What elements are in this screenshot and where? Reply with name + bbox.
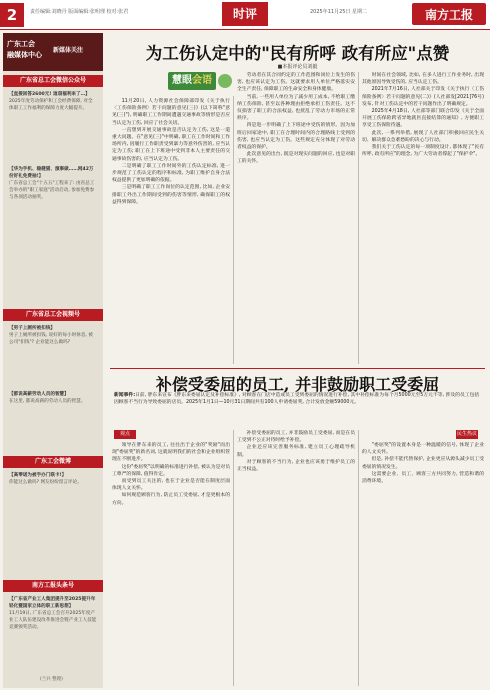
column-rule xyxy=(233,96,234,364)
lower-article-title: 补偿受委屈的员工, 并非鼓励职工受委屈 xyxy=(155,375,440,394)
section-divider xyxy=(110,368,485,369)
page-number: 2 xyxy=(0,3,24,27)
sidebar-item-body: 在这里, 都说高薪的劳动人员的智慧。 xyxy=(9,399,86,404)
paragraph: 二是明确了职工工作时间外的工伤认定标准, 进一步规范了工伤认定的程序和标准, 为职工维护自身合法权益提供了更加明确的依据。 xyxy=(112,163,230,184)
paragraph: 这份"委屈奖"以明确的标准进行补偿, 被认为是对员工尊严的保障, 值得肯定。 xyxy=(112,464,230,477)
paragraph: 四是进一步明确了上下班途中受伤的情形。因为加班后回家途中, 职工在合理时间内的合理路线上受到的伤害, 也应当认定为工伤。这些规定充分体现了对劳动者权益的保护。 xyxy=(237,123,355,151)
sidebar-item-body: 11月19日, 广东省总工会召开2025年度产业工人队伍建设改革推进会暨产业工人技能竞赛颁奖活动。 xyxy=(9,611,97,630)
paragraph: 我们关于工伤认定的每一项制度设计, 都体现了"民有所呼, 政有所应"的理念, 为广大劳动者撑起了"保护伞"。 xyxy=(362,145,484,158)
column-rule xyxy=(358,430,359,686)
sidebar-item[interactable] xyxy=(9,166,97,201)
sidebar-item-body: 你能这么做吗? 网友纷纷留言评论。 xyxy=(9,480,82,485)
paragraph: 此次, 一系列举措, 展现了人社部门积极回应民生关切、解决群众急难愁盼的决心与行动。 xyxy=(362,130,484,143)
opinion-tag-left: 观点 xyxy=(114,430,136,439)
paragraph: 当前, 一些用人单位为了减少用工成本, 不给职工缴纳工伤保险, 甚至以各种理由拒绝承担工伤责任。这不仅损害了职工的合法权益, 也扰乱了劳动力市场的正常秩序。 xyxy=(237,94,355,122)
article-column-1 xyxy=(112,98,230,364)
paragraph: 领导在胖东来的员工, 往往出于企业的"奖励"而出现"委屈奖"的新名词, 这就说明我们的社会和企业组织管理在不断进步。 xyxy=(112,443,230,463)
column-badge-label: 慧眼会语 xyxy=(168,72,216,90)
column-rule xyxy=(358,72,359,364)
opinion-tag-right: 民生热议 xyxy=(456,431,477,437)
paragraph: 企业还应该完善服务标准, 建立员工心理疏导机制。 xyxy=(237,445,355,458)
sidebar-item-title: 【高零诺为被手办门联卡!】 xyxy=(9,473,67,478)
sidebar-footer: (兰兵 整理) xyxy=(40,677,63,682)
sidebar-item-body: 广东省总工会"十五五"工程来了: 由省总工会举办的"职工家庭"活动启动, 参加免费参与各项活动抽奖。 xyxy=(9,181,95,200)
paragraph: 11月20日, 人力资源社会保障部印发《关于执行〈工伤保险条例〉若干问题的意见(三)》(以下简称"意见(三)"), 明确职工工作期间遭遇交通事故等情形是否应当认定为工伤, 回应了社会关切。 xyxy=(112,99,230,126)
issue-date: 2025年11月25日 星期二 xyxy=(310,9,368,15)
section-tag: 时评 xyxy=(222,2,268,26)
column-badge-icon xyxy=(218,74,232,88)
sidebar-item[interactable] xyxy=(9,472,97,486)
article-column-3 xyxy=(362,72,484,364)
sidebar-section-head: 南方工报头条号 xyxy=(3,580,103,592)
lead-text: 日前, 胖东来宣布《胖东来委屈认定及补偿标准》, 对顾客在门店中造成员工受到委屈的情况进行补偿, 其中补偿标准为每个月5000元至5万元不等, 涉及的员工包括因顾客不当行为导致委屈的店员。2025年1月1日—10月31日期间共有100人申请委屈奖, 合计发放金额59000元。 xyxy=(114,393,480,406)
lower-article-lead xyxy=(114,392,482,406)
paragraph: 这需要企业、员工、顾客三方共同努力, 营造和谐的消费环境。 xyxy=(362,471,484,485)
paragraph: 补偿受委屈的员工, 并非鼓励员工受委屈, 而是在员工受到不公正对待时给予补偿。 xyxy=(237,431,355,444)
header-rule xyxy=(0,29,490,30)
paragraph: 2021年7月16日, 人社部关于印发《关于执行〈工伤保险条例〉若干问题的意见(二)》(人社部发[2021]76号)发布, 针对工伤认定中的若干问题作出了明确规定。 xyxy=(362,87,484,107)
sidebar-item[interactable] xyxy=(9,91,97,112)
column-badge xyxy=(168,72,238,92)
sidebar-logo-line1: 广东工会 xyxy=(7,40,35,48)
sidebar-item-title: 【广东省产业工人集团提升至2025提升年轻化暨国家立体的职工新思想】 xyxy=(9,597,96,609)
paragraph: "委屈奖"的设置本身是一种温暖的信号, 体现了企业的人文关怀。 xyxy=(362,443,484,456)
paragraph: 2025年4月18日, 人社部等部门联合印发《关于全面开展工伤保险跨省异地就医直接结算的通知》, 方便职工享受工伤保险待遇。 xyxy=(362,109,484,129)
paragraph: 一直想到开展交通事故是否认定为工伤, 这是一道重大问题。在"意见(三)"中明确, 职工在工作时间和工作场所内, 因履行工作职责受到暴力等意外伤害的, 应当认定为工伤; 职工在上下班途中受到非本人主要责任的交通事故伤害的, 应当认定为工伤。 xyxy=(112,127,230,162)
editors-line: 责任编辑:刘晓丹 版面编辑:张明理 校对:张君 xyxy=(30,9,129,15)
left-sidebar xyxy=(3,33,103,688)
paragraph: 此次意见的出台, 既是对现实问题的回应, 也是对职工的关怀。 xyxy=(237,152,355,165)
sidebar-section-head: 广东省总工会视频号 xyxy=(3,309,103,321)
article-byline: ■本报评论员刘毅 xyxy=(277,64,318,70)
article-column-2 xyxy=(237,72,355,364)
article-title: 为工伤认定中的"民有所呼 政有所应"点赞 xyxy=(145,44,450,63)
sidebar-item-title: 【都说高薪劳动人员的智慧】 xyxy=(9,392,69,397)
sidebar-item-title: 【华为手机、稳健猫、演事做……网42万份好礼免费抽!】 xyxy=(9,167,94,179)
lower-column-3 xyxy=(362,442,484,686)
paragraph: 但是, 补偿不能代替保护, 企业更应从源头减少员工受委屈的情况发生。 xyxy=(362,457,484,470)
page-header xyxy=(0,0,490,30)
sidebar-item-body: 男子上厕所被扣钱, 说好的每小时休息, 被公司"扣钱"? 企业能这么做吗? xyxy=(9,333,93,345)
newspaper-logo xyxy=(412,3,486,25)
paragraph: 对于顾客的不当行为, 企业也应该勇于维护员工的正当权益。 xyxy=(237,459,355,473)
sidebar-item[interactable] xyxy=(9,391,97,405)
sidebar-logo-sub: 新媒体关注 xyxy=(53,47,84,54)
paragraph: 如何规范顾客行为, 防止员工受委屈, 才是更根本的方向。 xyxy=(112,493,230,506)
lead-label: 新闻事件: xyxy=(114,393,136,398)
sidebar-item-title: 【男子上厕所被扣钱】 xyxy=(9,326,55,331)
sidebar-item[interactable] xyxy=(9,325,97,346)
sidebar-section-head: 广东工会微博 xyxy=(3,456,103,468)
paragraph: 三是明确了职工工作岗位的认定范围, 比如, 企业安排职工外出工作期间受到的伤害等情形, 确保职工的权益得到保障。 xyxy=(112,185,230,205)
paragraph: 而受到员工关注的, 也在于企业是否能在制度层面体现人文关怀。 xyxy=(112,479,230,492)
paragraph: 劳动者在其合同约定的工作范围和岗位上发生的伤害, 也应该认定为工伤。这就要求用人单位严格落实安全生产责任, 保障职工的生命安全和身体健康。 xyxy=(237,73,355,93)
sidebar-item[interactable] xyxy=(9,596,97,631)
column-rule xyxy=(233,430,234,686)
sidebar-section-head: 广东省总工会微信公众号 xyxy=(3,75,103,87)
lower-column-2 xyxy=(237,430,355,686)
lower-column-1 xyxy=(112,442,230,686)
sidebar-logo-line2: 融媒体中心 xyxy=(7,51,42,59)
sidebar-logo xyxy=(3,33,103,71)
paragraph: 时间在社会领域, 比如, 在多人进行工作业务时, 出现其他原因导致受伤的, 应当认定工伤。 xyxy=(362,73,484,86)
logo-text: 南方工报 xyxy=(424,8,473,22)
sidebar-item-body: 2025年度劳动保护和工会经费保障, 对全体职工工作福利的保障力度大幅提升。 xyxy=(9,99,93,111)
sidebar-item-title: 【直接回答2600元! 這項福利来了…】 xyxy=(9,92,90,97)
